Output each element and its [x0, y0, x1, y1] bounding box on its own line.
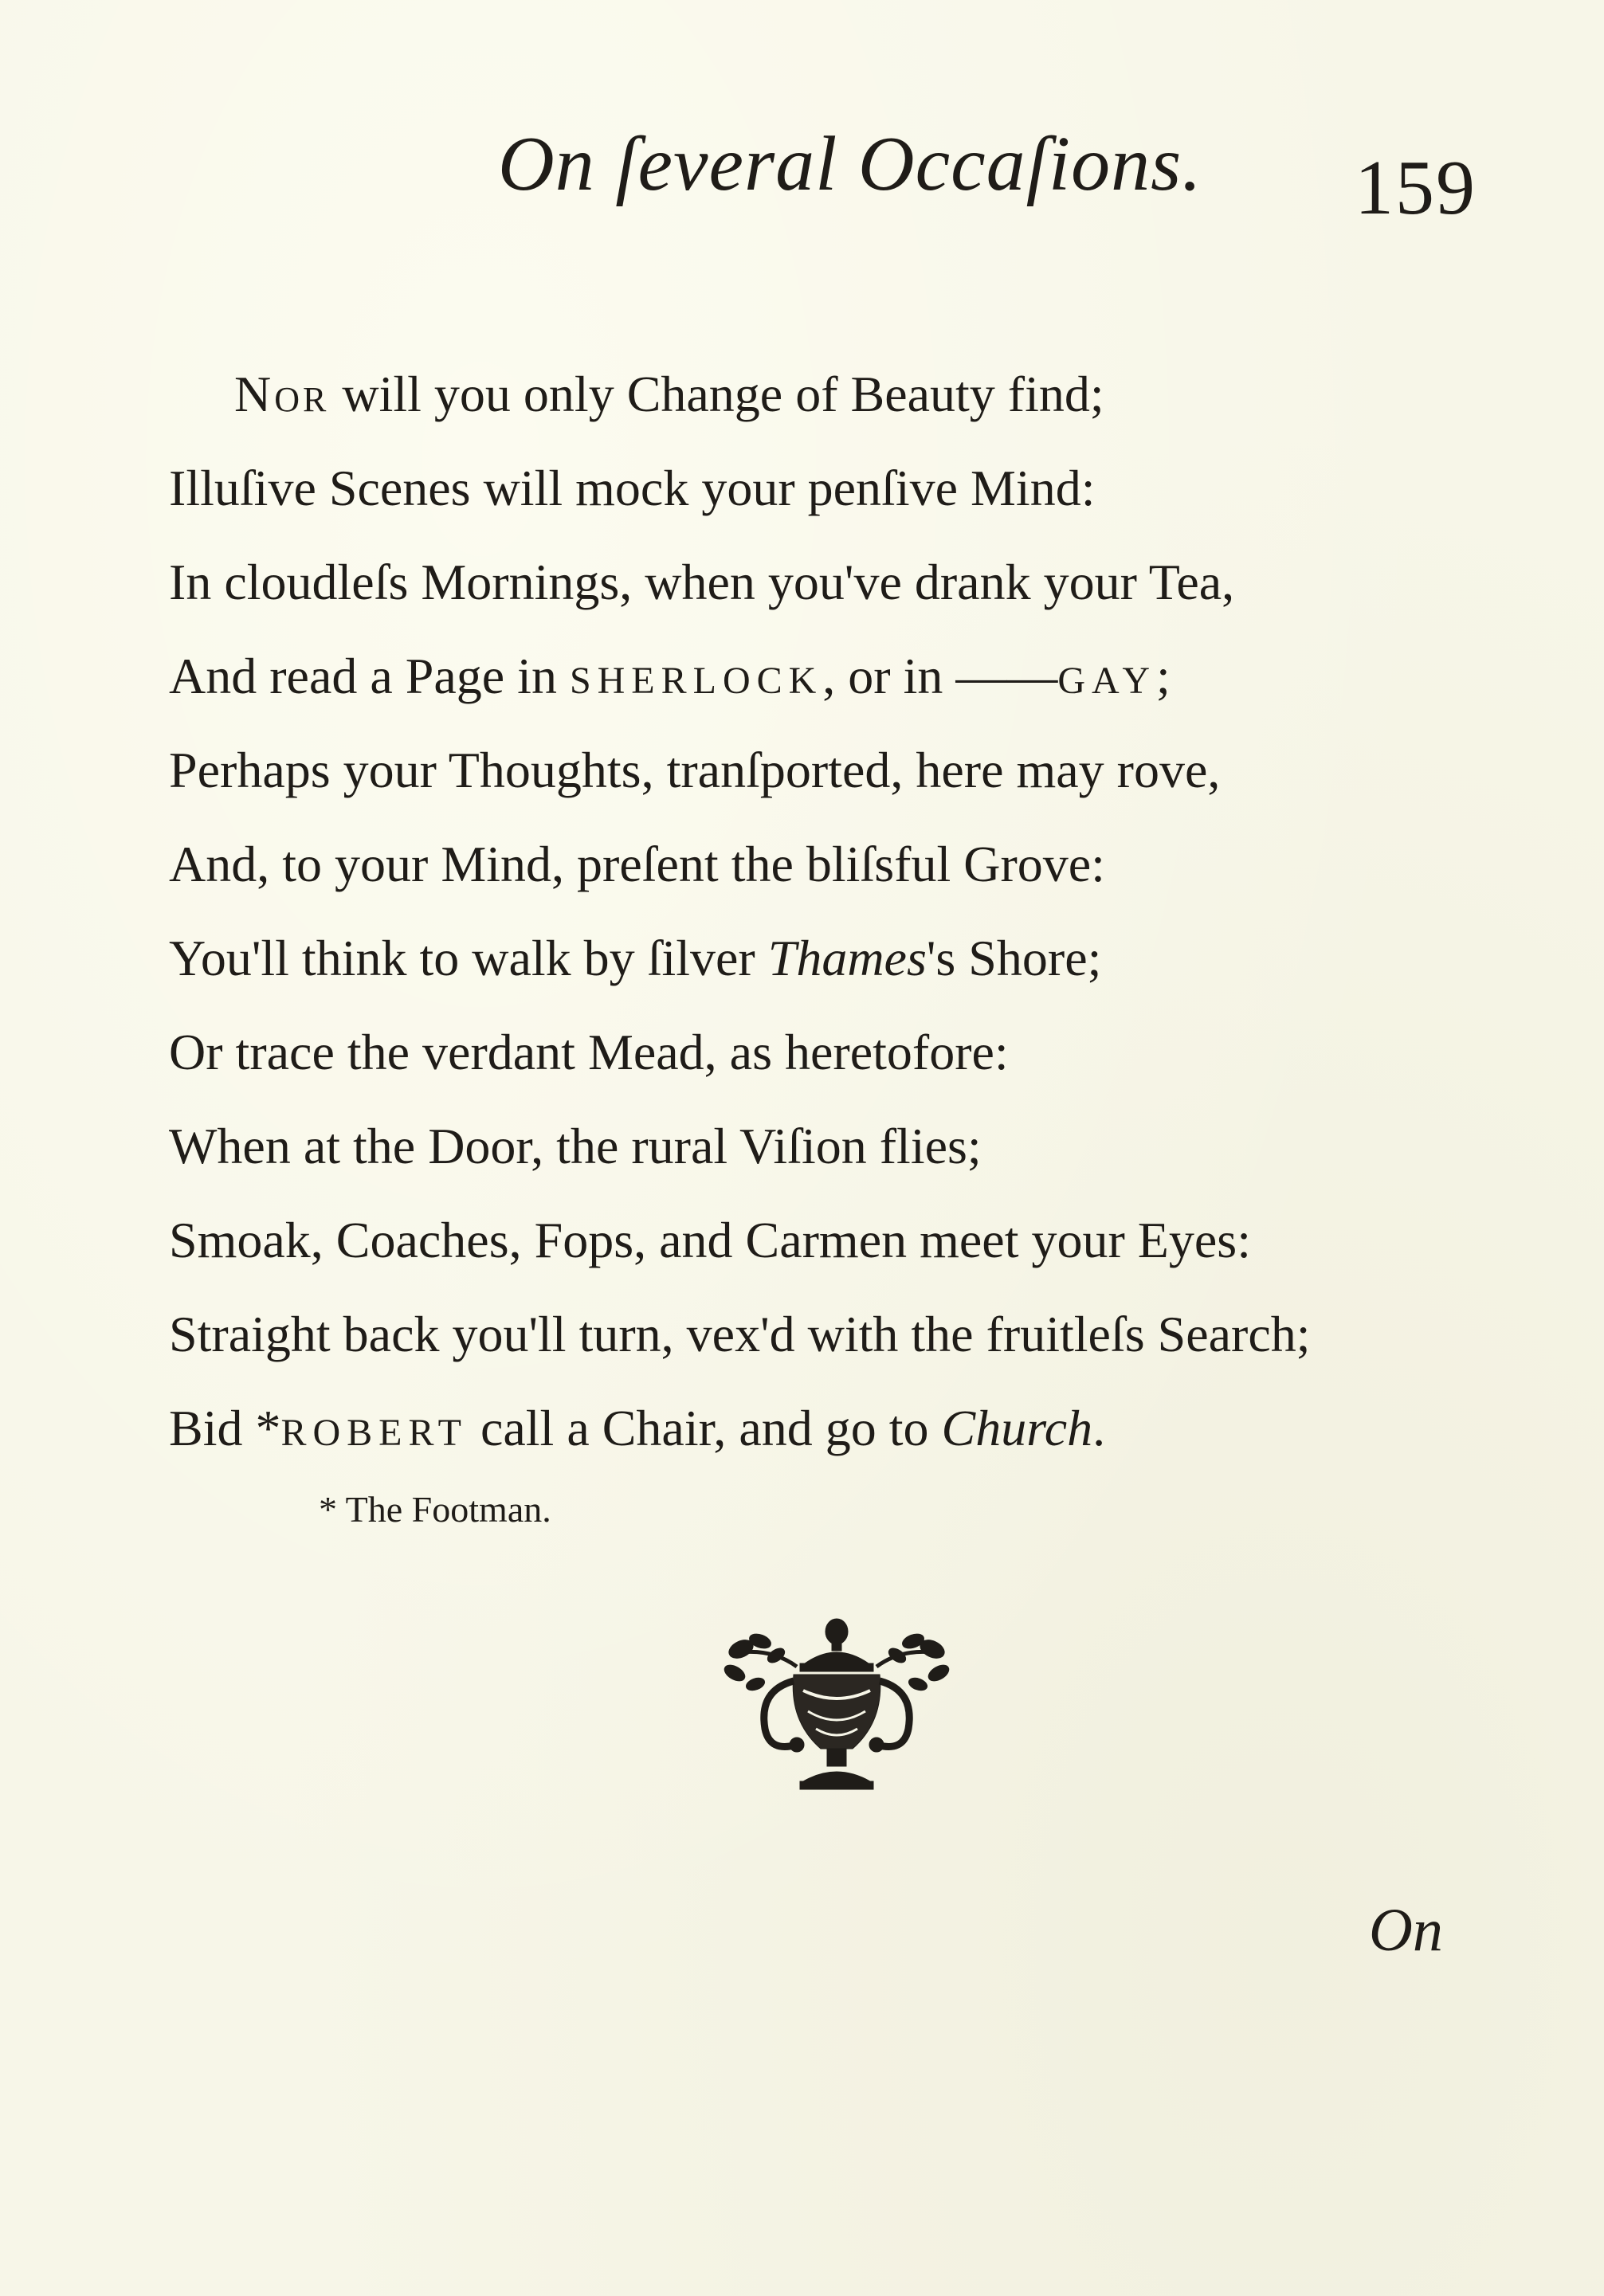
poem-line-text: ;: [1155, 648, 1171, 704]
poem-line: And, to your Mind, preſent the bliſsful Grove:: [169, 836, 1105, 892]
poem-line: [169, 629, 1492, 723]
poem-line: Perhaps your Thoughts, tranſported, here may rove,: [169, 742, 1221, 798]
poem-line: Smoak, Coaches, Fops, and Carmen meet your Eyes:: [169, 1212, 1251, 1268]
poem-line-text: You'll think to walk by ſilver: [169, 930, 768, 986]
poem: [169, 347, 1492, 1475]
place-name-thames: Thames: [767, 930, 927, 986]
first-word-cap: N: [234, 366, 275, 422]
poem-line-text: Bid *: [169, 1400, 281, 1456]
page-number: 159: [1355, 145, 1477, 231]
character-name-robert: ROBERT: [280, 1412, 468, 1454]
author-name-gay: GAY: [1057, 660, 1156, 702]
poem-line-text: call a Chair, and go to: [467, 1400, 942, 1456]
poem-line-text: 's Shore;: [926, 930, 1102, 986]
first-word: [234, 366, 329, 422]
catchword: On: [1369, 1897, 1443, 1964]
poem-line: Straight back you'll turn, vex'd with the fruitleſs Search;: [169, 1306, 1311, 1362]
word-church: Church: [941, 1400, 1093, 1456]
running-head: On ſeveral Occaſions.: [498, 121, 1202, 207]
poem-line: When at the Door, the rural Viſion flies;: [169, 1118, 982, 1174]
poem-line-text: , or in ——: [822, 648, 1058, 704]
poem-line: Or trace the verdant Mead, as heretofore:: [169, 1024, 1009, 1080]
urn-ornament-icon: [717, 1617, 956, 1808]
poem-line: [169, 1381, 1492, 1475]
author-name-sherlock: SHERLOCK: [569, 660, 823, 702]
footnote: * The Footman.: [319, 1489, 551, 1530]
poem-line-text: will you only Change of Beauty find;: [329, 366, 1104, 422]
poem-line-text: .: [1092, 1400, 1106, 1456]
poem-line: [169, 911, 1492, 1005]
first-word-rest: OR: [274, 380, 330, 419]
poem-line: In cloudleſs Mornings, when you've drank your Tea,: [169, 554, 1235, 610]
poem-line: Illuſive Scenes will mock your penſive Mind:: [169, 460, 1096, 516]
poem-line-text: And read a Page in: [169, 648, 570, 704]
poem-line: [169, 347, 1492, 441]
